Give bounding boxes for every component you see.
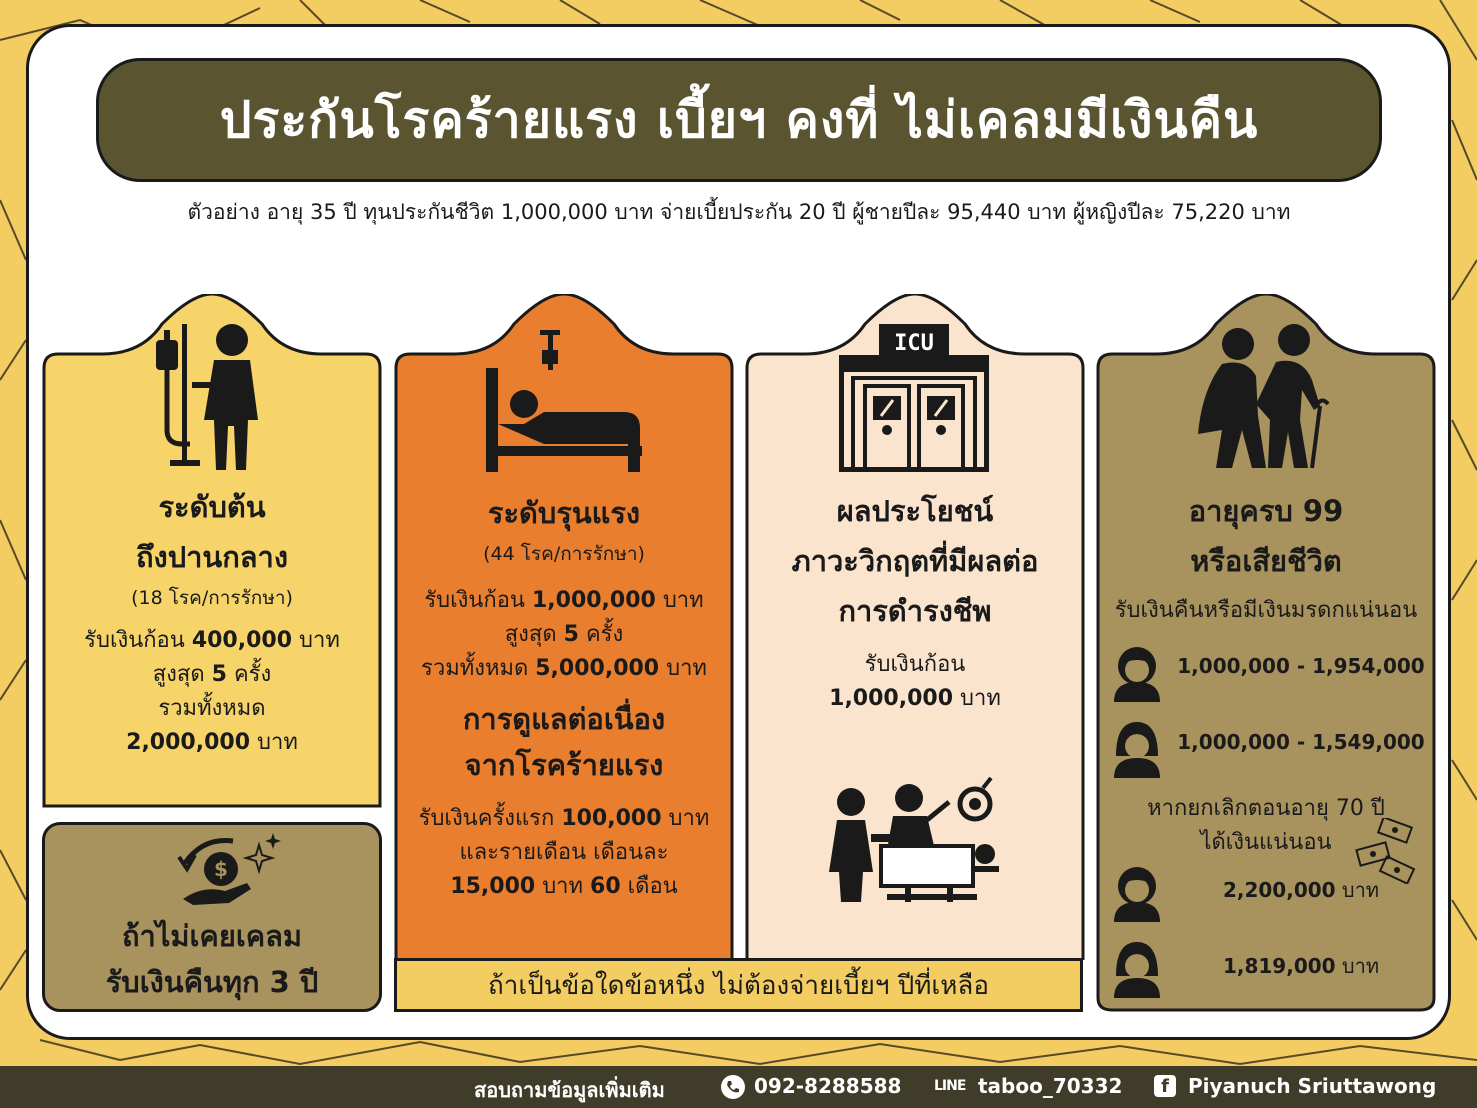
early-line-3: รวมทั้งหมด <box>158 696 266 721</box>
svg-text:$: $ <box>214 857 228 881</box>
early-line-1: รับเงินก้อน 400,000 บาท <box>84 628 340 653</box>
female-range-value: 1,000,000 - 1,549,000 <box>1177 730 1425 754</box>
hospital-bed-icon <box>484 328 644 474</box>
age99-title-1: อายุครบ 99 <box>1188 494 1344 528</box>
severe-line-2: สูงสุด 5 ครั้ง <box>504 622 624 647</box>
page-title: ประกันโรคร้ายแรง เบี้ยฯ คงที่ ไม่เคลมมีเงินคืน <box>219 90 1259 149</box>
early-line-4: 2,000,000 บาท <box>126 730 298 755</box>
iv-drip-patient-icon <box>152 320 272 472</box>
payout-male-range <box>1110 640 1430 704</box>
female-avatar-icon <box>1110 936 1164 1000</box>
payout-male-cancel <box>1110 860 1430 924</box>
age99-intro: รับเงินคืนหรือมีเงินมรดกแน่นอน <box>1114 598 1418 623</box>
icu-door-icon <box>839 322 989 472</box>
icu-title-3: การดำรงชีพ <box>838 594 992 628</box>
card-early-stage <box>42 294 382 808</box>
footer-contact-label: สอบถามข้อมูลเพิ่มเติม <box>474 1078 665 1102</box>
age99-title-2: หรือเสียชีวิต <box>1190 544 1342 578</box>
surgery-team-icon <box>823 776 1009 906</box>
money-return-icon <box>173 833 283 909</box>
waiver-banner: ถ้าเป็นข้อใดข้อหนึ่ง ไม่ต้องจ่ายเบี้ยฯ ปีที่เหลือ <box>394 958 1083 1012</box>
male-range-value: 1,000,000 - 1,954,000 <box>1177 654 1425 678</box>
line-icon: LINE <box>934 1078 966 1094</box>
early-line-2: สูงสุด 5 ครั้ง <box>152 662 272 687</box>
female-avatar-icon <box>1110 716 1164 780</box>
footer-line-id[interactable]: taboo_70332 <box>978 1074 1123 1098</box>
icu-title-1: ผลประโยชน์ <box>836 494 994 528</box>
severe-subtitle-1: การดูแลต่อเนื่อง <box>462 702 666 736</box>
severe-line-1: รับเงินก้อน 1,000,000 บาท <box>424 588 704 613</box>
early-title-2: ถึงปานกลาง <box>135 540 288 574</box>
icu-sign: ICU <box>894 331 934 356</box>
facebook-icon: f <box>1154 1075 1176 1097</box>
payout-female-range <box>1110 716 1430 780</box>
title-bar <box>96 58 1382 182</box>
card-icu <box>745 294 1085 960</box>
severe-subtitle-2: จากโรคร้ายแรง <box>464 748 664 782</box>
severe-line-6: 15,000 บาท 60 เดือน <box>450 874 678 899</box>
female-cancel-value: 1,819,000 บาท <box>1222 954 1380 978</box>
card-no-claim <box>42 822 382 1012</box>
male-cancel-value: 2,200,000 บาท <box>1222 878 1380 902</box>
male-avatar-icon <box>1110 640 1164 704</box>
no-claim-line-1: ถ้าไม่เคยเคลม <box>121 919 303 953</box>
elderly-couple-icon <box>1192 320 1342 470</box>
no-claim-line-2: รับเงินคืนทุก 3 ปี <box>105 965 319 999</box>
severe-line-3: รวมทั้งหมด 5,000,000 บาท <box>421 656 707 681</box>
icu-line-2: 1,000,000 บาท <box>829 686 1001 711</box>
page-subtitle: ตัวอย่าง อายุ 35 ปี ทุนประกันชีวิต 1,000,000 บาท จ่ายเบี้ยประกัน 20 ปี ผู้ชายปีละ 95,440 บาท ผู้หญิงปีละ 75,220 บาท <box>187 200 1291 224</box>
severe-note: (44 โรค/การรักษา) <box>483 543 645 565</box>
footer-phone[interactable]: 092-8288588 <box>754 1074 902 1098</box>
phone-icon <box>720 1074 746 1104</box>
footer-facebook-name[interactable]: Piyanuch Sriuttawong <box>1188 1074 1437 1098</box>
severe-line-4: รับเงินครั้งแรก 100,000 บาท <box>418 806 710 831</box>
icu-title-2: ภาวะวิกฤตที่มีผลต่อ <box>791 544 1039 578</box>
footer-bar <box>0 1066 1477 1108</box>
age99-cancel-2: ได้เงินแน่นอน <box>1200 830 1332 855</box>
early-note: (18 โรค/การรักษา) <box>131 587 293 609</box>
payout-female-cancel <box>1110 936 1430 1000</box>
card-severe <box>394 294 734 960</box>
age99-cancel-1: หากยกเลิกตอนอายุ 70 ปี <box>1147 796 1385 821</box>
male-avatar-icon <box>1110 860 1164 924</box>
severe-title: ระดับรุนแรง <box>487 496 641 530</box>
severe-line-5: และรายเดือน เดือนละ <box>459 840 669 865</box>
icu-line-1: รับเงินก้อน <box>864 652 966 677</box>
early-title-1: ระดับต้น <box>158 490 266 524</box>
